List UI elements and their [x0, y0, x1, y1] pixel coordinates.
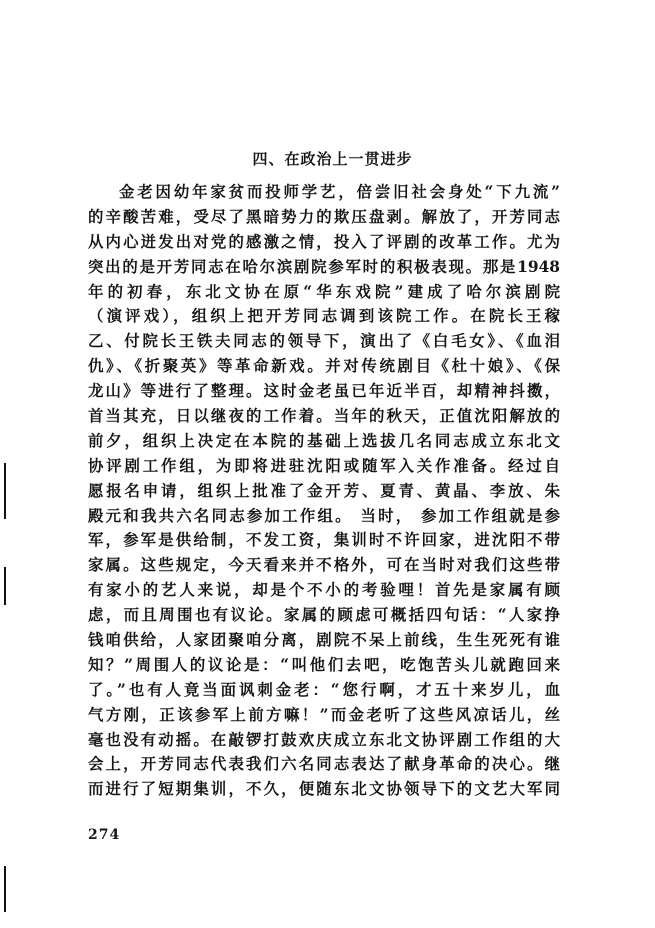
- text-line: 军，参军是供给制，不发工资，集训时不许回家，进沈阳不带: [88, 531, 560, 550]
- text-line: 金老因幼年家贫而投师学艺，倍尝旧社会身处“下九流”: [119, 183, 560, 201]
- text-line: 协评剧工作组，为即将进驻沈阳或随军入关作准备。经过自: [88, 456, 560, 475]
- text-line: 从内心迸发出对党的感激之情，投入了评剧的改革工作。尤为: [88, 232, 560, 251]
- text-line: 乙、付院长王铁夫同志的领导下，演出了《白毛女》、《血泪: [88, 332, 560, 351]
- scan-edge-mark: [4, 463, 6, 519]
- text-line: 毫也没有动摇。在敲锣打鼓欢庆成立东北文协评剧工作组的大: [88, 730, 560, 749]
- scan-edge-mark: [4, 567, 6, 605]
- text-line: 仇》、《折聚英》等革命新戏。并对传统剧目《杜十娘》、《保: [88, 357, 560, 376]
- text-line: 气方刚，正该参军上前方嘛！”而金老听了这些风凉话儿，丝: [88, 705, 560, 724]
- text-line: 虑，而且周围也有议论。家属的顾虑可概括四句话：“人家挣: [88, 606, 560, 625]
- page-number: 274: [88, 827, 121, 843]
- text-line: 首当其充，日以继夜的工作着。当年的秋天，正值沈阳解放的: [88, 407, 560, 426]
- text-line: 钱咱供给，人家团聚咱分离，剧院不呆上前线，生生死死有谁: [88, 631, 560, 650]
- text-line: 龙山》等进行了整理。这时金老虽已年近半百，却精神抖擞，: [88, 382, 560, 401]
- section-title: 四、在政治上一贯进步: [252, 150, 413, 168]
- text-line: 突出的是开芳同志在哈尔滨剧院参军时的积极表现。那是1948: [88, 257, 560, 276]
- body-text: [88, 180, 560, 802]
- text-line: 了。”也有人竟当面讽刺金老：“您行啊，才五十来岁儿，血: [88, 680, 560, 699]
- text-line: 年的初春，东北文协在原“华东戏院”建成了哈尔滨剧院: [88, 282, 560, 301]
- text-line: 愿报名申请，组织上批准了金开芳、夏青、黄晶、李放、朱: [88, 481, 560, 500]
- text-line: 而进行了短期集训，不久，便随东北文协领导下的文艺大军同: [88, 780, 560, 799]
- text-line: 的辛酸苦难，受尽了黑暗势力的欺压盘剥。解放了，开芳同志: [88, 207, 560, 226]
- text-line: 有家小的艺人来说，却是个不小的考验哩！首先是家属有顾: [88, 581, 560, 600]
- text-line: （演评戏），组织上把开芳同志调到该院工作。在院长王稼: [88, 307, 560, 326]
- text-line: 家属。这些规定，今天看来并不格外，可在当时对我们这些带: [88, 556, 560, 575]
- text-line: 前夕，组织上决定在本院的基础上选拔几名同志成立东北文: [88, 431, 560, 450]
- text-line: 知？”周围人的议论是：“叫他们去吧，吃饱苦头儿就跑回来: [88, 655, 560, 674]
- scan-edge-mark: [4, 866, 6, 912]
- text-line: 殿元和我共六名同志参加工作组。 当时， 参加工作组就是参: [88, 506, 560, 525]
- text-line: 会上，开芳同志代表我们六名同志表达了献身革命的决心。继: [88, 755, 560, 774]
